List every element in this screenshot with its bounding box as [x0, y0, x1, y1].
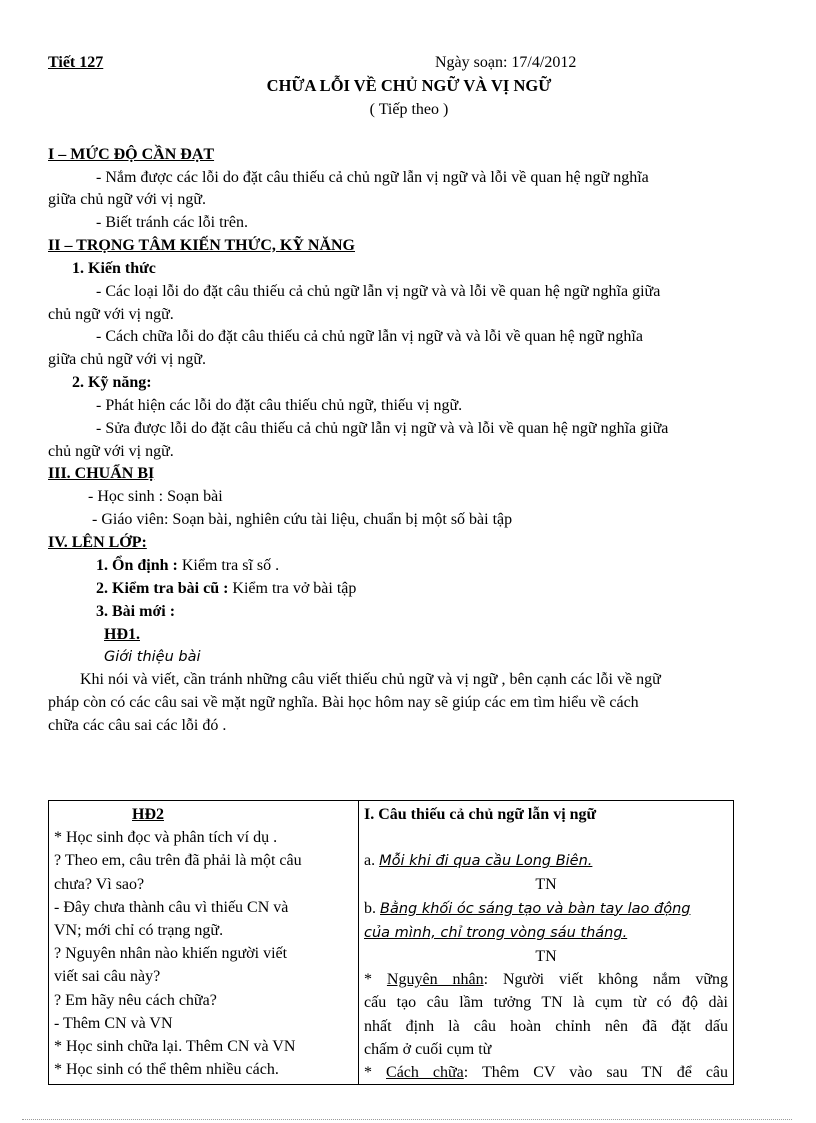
page-subtitle: ( Tiếp theo ): [369, 101, 449, 118]
example-b: [364, 897, 728, 921]
knowledge-line-2b: giữa chủ ngữ với vị ngữ.: [48, 351, 207, 368]
step-2-text: Kiểm tra vở bài tập: [228, 580, 357, 597]
cause-line-1: * Nguyên nhân: Người viết không nắm vững: [364, 971, 728, 989]
activity-line: VN; mới chỉ có trạng ngữ.: [54, 922, 224, 940]
activity-line: viết sai câu này?: [54, 968, 161, 986]
section-3-heading: III. CHUẨN BỊ: [48, 465, 155, 482]
prep-student: - Học sinh : Soạn bài: [88, 488, 223, 505]
section-1-line-1: - Nắm được các lỗi do đặt câu thiếu cả chủ ngữ lẫn vị ngữ và lỗi về quan hệ ngữ nghĩa: [96, 169, 649, 186]
section-4-heading: IV. LÊN LỚP:: [48, 534, 147, 551]
hd2-heading: HĐ2: [132, 806, 164, 823]
page-title: CHỮA LỖI VỀ CHỦ NGỮ VÀ VỊ NGỮ: [266, 76, 552, 95]
step-1: [96, 555, 279, 577]
cause-line-4: chấm ở cuối cụm từ: [364, 1040, 492, 1058]
activity-cell: [49, 801, 359, 1085]
knowledge-line-2a: - Cách chữa lỗi do đặt câu thiếu cả chủ ngữ lẫn vị ngữ và và lỗi về quan hệ ngữ nghĩa: [96, 328, 643, 345]
example-a-text: Mỗi khi đi qua cầu Long Biên.: [379, 853, 593, 870]
activity-line: * Học sinh có thể thêm nhiều cách.: [54, 1061, 279, 1079]
intro-line-1: Khi nói và viết, cần tránh những câu viết thiếu chủ ngữ và vị ngữ , bên cạnh các lỗi về ngữ: [80, 671, 661, 688]
tn-label-b: TN: [535, 948, 557, 966]
example-a: [364, 849, 728, 873]
skills-line-1: - Phát hiện các lỗi do đặt câu thiếu chủ ngữ, thiếu vị ngữ.: [96, 397, 463, 414]
step-2-label: 2. Kiểm tra bài cũ :: [96, 580, 229, 597]
content-heading: I. Câu thiếu cả chủ ngữ lẫn vị ngữ: [364, 806, 597, 823]
example-a-prefix: a.: [364, 852, 380, 870]
example-b-text-2: của mình, chỉ trong vòng sáu tháng.: [364, 924, 628, 941]
fix-label: Cách chữa: [386, 1064, 464, 1082]
activity-line: - Thêm CN và VN: [54, 1014, 173, 1032]
section-1-line-2: giữa chủ ngữ với vị ngữ.: [48, 191, 207, 208]
content-cell: [359, 801, 734, 1085]
cause-line-3: nhất định là câu hoàn chỉnh nên đã đặt dấu: [364, 1017, 728, 1035]
table-row: [49, 801, 734, 1085]
activity-line: ? Nguyên nhân nào khiến người viết: [54, 945, 288, 963]
intro-line-2: pháp còn có các câu sai về mặt ngữ nghĩa. Bài học hôm nay sẽ giúp các em tìm hiểu về cách: [48, 694, 639, 711]
example-b-prefix: b.: [364, 899, 380, 917]
section-1-heading: I – MỨC ĐỘ CẦN ĐẠT: [48, 146, 215, 163]
activity-line: ? Theo em, câu trên đã phải là một câu: [54, 852, 302, 870]
step-1-label: 1. Ổn định :: [96, 557, 178, 574]
lesson-number: Tiết 127: [48, 54, 104, 71]
fix-line: * Cách chữa: Thêm CV vào sau TN để câu: [364, 1064, 729, 1082]
knowledge-line-1a: - Các loại lỗi do đặt câu thiếu cả chủ ngữ lẫn vị ngữ và và lỗi về quan hệ ngữ nghĩa giữa: [96, 283, 661, 300]
skills-line-2b: chủ ngữ với vị ngữ.: [48, 443, 174, 460]
activity-line: ? Em hãy nêu cách chữa?: [54, 991, 217, 1009]
skills-line-2a: - Sửa được lỗi do đặt câu thiếu cả chủ ngữ lẫn vị ngữ và và lỗi về quan hệ ngữ nghĩa giữa: [96, 420, 669, 437]
prepare-date: Ngày soạn: 17/4/2012: [435, 54, 577, 71]
section-2-heading: II – TRỌNG TÂM KIẾN THỨC, KỸ NĂNG: [48, 237, 355, 254]
intro-line-3: chữa các câu sai các lỗi đó .: [48, 717, 227, 734]
cause-label: Nguyên nhân: [386, 971, 484, 989]
step-1-text: Kiểm tra sĩ số .: [177, 557, 280, 574]
activity-line: * Học sinh chữa lại. Thêm CN và VN: [54, 1038, 296, 1056]
example-b-text-1: Bằng khối óc sáng tạo và bàn tay lao động: [380, 900, 691, 917]
lesson-table: [48, 800, 734, 1085]
knowledge-line-1b: chủ ngữ với vị ngữ.: [48, 306, 174, 323]
hd1-label: HĐ1.: [104, 626, 140, 643]
page-bottom-divider: [22, 1119, 792, 1120]
cause-line-2: cấu tạo câu lầm tưởng TN là cụm từ có độ dài: [364, 994, 728, 1012]
section-1-line-3: - Biết tránh các lỗi trên.: [96, 214, 248, 231]
activity-line: * Học sinh đọc và phân tích ví dụ .: [54, 829, 278, 847]
skills-heading: 2. Kỹ năng:: [72, 374, 152, 391]
activity-line: chưa? Vì sao?: [54, 875, 145, 893]
activity-line: - Đây chưa thành câu vì thiếu CN và: [54, 898, 289, 916]
prep-teacher: - Giáo viên: Soạn bài, nghiên cứu tài liệu, chuẩn bị một số bài tập: [92, 511, 513, 528]
step-3-label: 3. Bài mới :: [96, 603, 176, 620]
knowledge-heading: 1. Kiến thức: [72, 260, 156, 277]
step-2: [96, 578, 356, 600]
tn-label-a: TN: [535, 876, 557, 894]
intro-label: Giới thiệu bài: [104, 649, 201, 665]
